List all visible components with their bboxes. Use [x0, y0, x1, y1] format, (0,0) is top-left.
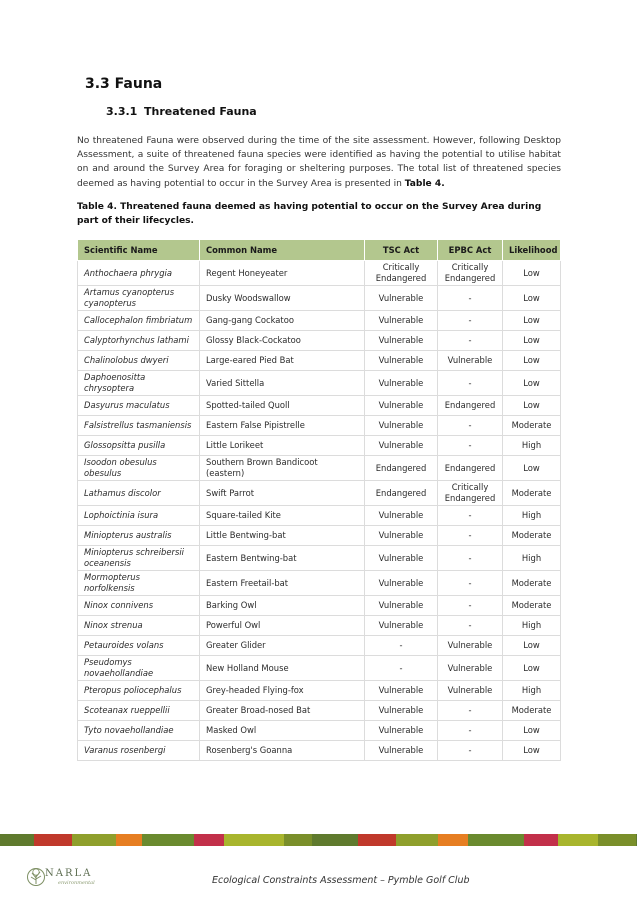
- likelihood-cell: Low: [503, 286, 561, 311]
- common-name-cell: Dusky Woodswallow: [200, 286, 365, 311]
- table-row: [78, 701, 561, 721]
- logo-tagline: environmental: [58, 880, 95, 886]
- tsc-act-cell: Vulnerable: [365, 571, 438, 596]
- tsc-act-cell: Critically Endangered: [365, 261, 438, 286]
- table-row: [78, 596, 561, 616]
- scientific-name-cell: Anthochaera phrygia: [78, 261, 200, 286]
- scientific-name-cell: Ninox connivens: [78, 596, 200, 616]
- table-row: [78, 396, 561, 416]
- table-header-row: [78, 240, 561, 261]
- scientific-name-cell: Daphoenositta chrysoptera: [78, 371, 200, 396]
- scientific-name-cell: Mormopterus norfolkensis: [78, 571, 200, 596]
- tsc-act-cell: Vulnerable: [365, 616, 438, 636]
- scientific-name-cell: Dasyurus maculatus: [78, 396, 200, 416]
- likelihood-cell: Moderate: [503, 416, 561, 436]
- column-header: Likelihood: [503, 240, 561, 261]
- table-row: [78, 721, 561, 741]
- likelihood-cell: High: [503, 546, 561, 571]
- epbc-act-cell: -: [438, 721, 503, 741]
- scientific-name-cell: Lophoictinia isura: [78, 506, 200, 526]
- footer-title: Ecological Constraints Assessment – Pymble Golf Club: [212, 875, 470, 886]
- section-heading: 3.3 Fauna: [85, 76, 163, 92]
- table-row: [78, 416, 561, 436]
- column-header: Scientific Name: [78, 240, 200, 261]
- tsc-act-cell: Vulnerable: [365, 396, 438, 416]
- tsc-act-cell: Vulnerable: [365, 701, 438, 721]
- common-name-cell: Little Lorikeet: [200, 436, 365, 456]
- tsc-act-cell: Vulnerable: [365, 741, 438, 761]
- scientific-name-cell: Chalinolobus dwyeri: [78, 351, 200, 371]
- common-name-cell: Regent Honeyeater: [200, 261, 365, 286]
- likelihood-cell: Moderate: [503, 526, 561, 546]
- common-name-cell: Glossy Black-Cockatoo: [200, 331, 365, 351]
- tsc-act-cell: Vulnerable: [365, 311, 438, 331]
- likelihood-cell: Moderate: [503, 481, 561, 506]
- stripe-segment: [358, 834, 397, 846]
- epbc-act-cell: Endangered: [438, 396, 503, 416]
- stripe-segment: [438, 834, 469, 846]
- scientific-name-cell: Callocephalon fimbriatum: [78, 311, 200, 331]
- table-caption: Table 4. Threatened fauna deemed as having potential to occur on the Survey Area during part of their lifecycles.: [77, 202, 542, 226]
- scientific-name-cell: Ninox strenua: [78, 616, 200, 636]
- common-name-cell: Swift Parrot: [200, 481, 365, 506]
- logo-name: NARLA: [45, 868, 93, 879]
- stripe-segment: [284, 834, 313, 846]
- epbc-act-cell: Critically Endangered: [438, 481, 503, 506]
- likelihood-cell: Moderate: [503, 701, 561, 721]
- table-row: [78, 261, 561, 286]
- epbc-act-cell: -: [438, 286, 503, 311]
- epbc-act-cell: -: [438, 741, 503, 761]
- epbc-act-cell: -: [438, 331, 503, 351]
- likelihood-cell: Low: [503, 656, 561, 681]
- epbc-act-cell: -: [438, 546, 503, 571]
- tsc-act-cell: Vulnerable: [365, 436, 438, 456]
- table-row: [78, 636, 561, 656]
- subsection-title: Threatened Fauna: [144, 105, 257, 118]
- tsc-act-cell: Vulnerable: [365, 681, 438, 701]
- stripe-segment: [468, 834, 525, 846]
- paragraph-text: No threatened Fauna were observed during the time of the site assessment. However, following Desktop Assessment, a suite of threatened fauna species were identified as having the potential to utilise habitat on and around the Survey Area for foraging or sheltering purposes. The total list of threatened species deemed as having potential to occur in the Survey Area is presented in: [77, 136, 561, 189]
- common-name-cell: Varied Sittella: [200, 371, 365, 396]
- scientific-name-cell: Pseudomys novaehollandiae: [78, 656, 200, 681]
- likelihood-cell: Moderate: [503, 571, 561, 596]
- common-name-cell: Greater Broad-nosed Bat: [200, 701, 365, 721]
- epbc-act-cell: -: [438, 436, 503, 456]
- likelihood-cell: High: [503, 616, 561, 636]
- table-row: [78, 331, 561, 351]
- stripe-segment: [312, 834, 359, 846]
- tsc-act-cell: Vulnerable: [365, 371, 438, 396]
- epbc-act-cell: Vulnerable: [438, 636, 503, 656]
- common-name-cell: Powerful Owl: [200, 616, 365, 636]
- scientific-name-cell: Miniopterus australis: [78, 526, 200, 546]
- scientific-name-cell: Calyptorhynchus lathami: [78, 331, 200, 351]
- epbc-act-cell: -: [438, 416, 503, 436]
- stripe-segment: [0, 834, 35, 846]
- scientific-name-cell: Miniopterus schreibersii oceanensis: [78, 546, 200, 571]
- table-row: [78, 351, 561, 371]
- common-name-cell: Square-tailed Kite: [200, 506, 365, 526]
- stripe-segment: [194, 834, 225, 846]
- epbc-act-cell: Vulnerable: [438, 681, 503, 701]
- scientific-name-cell: Glossopsitta pusilla: [78, 436, 200, 456]
- likelihood-cell: Low: [503, 396, 561, 416]
- scientific-name-cell: Tyto novaehollandiae: [78, 721, 200, 741]
- table-row: [78, 436, 561, 456]
- scientific-name-cell: Artamus cyanopterus cyanopterus: [78, 286, 200, 311]
- stripe-segment: [524, 834, 559, 846]
- stripe-segment: [224, 834, 285, 846]
- subsection-heading: [106, 105, 257, 118]
- column-header: TSC Act: [365, 240, 438, 261]
- threatened-fauna-table: [77, 239, 561, 761]
- tsc-act-cell: Vulnerable: [365, 506, 438, 526]
- scientific-name-cell: Varanus rosenbergi: [78, 741, 200, 761]
- paragraph-end: .: [441, 178, 445, 189]
- table-row: [78, 656, 561, 681]
- likelihood-cell: Low: [503, 351, 561, 371]
- tsc-act-cell: Vulnerable: [365, 331, 438, 351]
- epbc-act-cell: -: [438, 701, 503, 721]
- tsc-act-cell: Vulnerable: [365, 596, 438, 616]
- common-name-cell: Gang-gang Cockatoo: [200, 311, 365, 331]
- likelihood-cell: Low: [503, 371, 561, 396]
- stripe-segment: [72, 834, 117, 846]
- stripe-segment: [116, 834, 143, 846]
- epbc-act-cell: Critically Endangered: [438, 261, 503, 286]
- tsc-act-cell: Vulnerable: [365, 721, 438, 741]
- likelihood-cell: High: [503, 681, 561, 701]
- epbc-act-cell: Vulnerable: [438, 656, 503, 681]
- scientific-name-cell: Pteropus poliocephalus: [78, 681, 200, 701]
- epbc-act-cell: -: [438, 616, 503, 636]
- column-header: Common Name: [200, 240, 365, 261]
- tsc-act-cell: Endangered: [365, 456, 438, 481]
- scientific-name-cell: Isoodon obesulus obesulus: [78, 456, 200, 481]
- epbc-act-cell: -: [438, 371, 503, 396]
- table-row: [78, 371, 561, 396]
- common-name-cell: Little Bentwing-bat: [200, 526, 365, 546]
- epbc-act-cell: -: [438, 506, 503, 526]
- likelihood-cell: High: [503, 436, 561, 456]
- common-name-cell: Rosenberg's Goanna: [200, 741, 365, 761]
- tsc-act-cell: Vulnerable: [365, 351, 438, 371]
- table-row: [78, 481, 561, 506]
- stripe-segment: [396, 834, 439, 846]
- tsc-act-cell: -: [365, 656, 438, 681]
- common-name-cell: Eastern Bentwing-bat: [200, 546, 365, 571]
- common-name-cell: Masked Owl: [200, 721, 365, 741]
- likelihood-cell: Low: [503, 311, 561, 331]
- scientific-name-cell: Falsistrellus tasmaniensis: [78, 416, 200, 436]
- common-name-cell: Eastern False Pipistrelle: [200, 416, 365, 436]
- tsc-act-cell: Vulnerable: [365, 526, 438, 546]
- stripe-segment: [142, 834, 195, 846]
- common-name-cell: Grey-headed Flying-fox: [200, 681, 365, 701]
- table-row: [78, 311, 561, 331]
- table-row: [78, 286, 561, 311]
- epbc-act-cell: Endangered: [438, 456, 503, 481]
- subsection-number: 3.3.1: [106, 105, 138, 118]
- likelihood-cell: Moderate: [503, 596, 561, 616]
- table-row: [78, 616, 561, 636]
- likelihood-cell: Low: [503, 721, 561, 741]
- tsc-act-cell: Vulnerable: [365, 286, 438, 311]
- stripe-segment: [34, 834, 73, 846]
- scientific-name-cell: Lathamus discolor: [78, 481, 200, 506]
- epbc-act-cell: Vulnerable: [438, 351, 503, 371]
- stripe-segment: [558, 834, 599, 846]
- tsc-act-cell: Vulnerable: [365, 416, 438, 436]
- footer-color-stripe: [0, 834, 637, 846]
- epbc-act-cell: -: [438, 311, 503, 331]
- epbc-act-cell: -: [438, 526, 503, 546]
- table-row: [78, 741, 561, 761]
- common-name-cell: Large-eared Pied Bat: [200, 351, 365, 371]
- body-paragraph: [77, 134, 561, 191]
- tsc-act-cell: Vulnerable: [365, 546, 438, 571]
- table-row: [78, 571, 561, 596]
- scientific-name-cell: Scoteanax rueppellii: [78, 701, 200, 721]
- likelihood-cell: Low: [503, 331, 561, 351]
- likelihood-cell: Low: [503, 741, 561, 761]
- common-name-cell: Greater Glider: [200, 636, 365, 656]
- common-name-cell: Eastern Freetail-bat: [200, 571, 365, 596]
- common-name-cell: Spotted-tailed Quoll: [200, 396, 365, 416]
- likelihood-cell: High: [503, 506, 561, 526]
- table-row: [78, 546, 561, 571]
- table-reference: Table 4: [404, 178, 442, 189]
- tsc-act-cell: -: [365, 636, 438, 656]
- epbc-act-cell: -: [438, 596, 503, 616]
- stripe-segment: [598, 834, 637, 846]
- scientific-name-cell: Petauroides volans: [78, 636, 200, 656]
- table-row: [78, 456, 561, 481]
- likelihood-cell: Low: [503, 456, 561, 481]
- likelihood-cell: Low: [503, 261, 561, 286]
- likelihood-cell: Low: [503, 636, 561, 656]
- common-name-cell: New Holland Mouse: [200, 656, 365, 681]
- epbc-act-cell: -: [438, 571, 503, 596]
- common-name-cell: Southern Brown Bandicoot (eastern): [200, 456, 365, 481]
- table-row: [78, 506, 561, 526]
- column-header: EPBC Act: [438, 240, 503, 261]
- table-row: [78, 526, 561, 546]
- common-name-cell: Barking Owl: [200, 596, 365, 616]
- table-row: [78, 681, 561, 701]
- tsc-act-cell: Endangered: [365, 481, 438, 506]
